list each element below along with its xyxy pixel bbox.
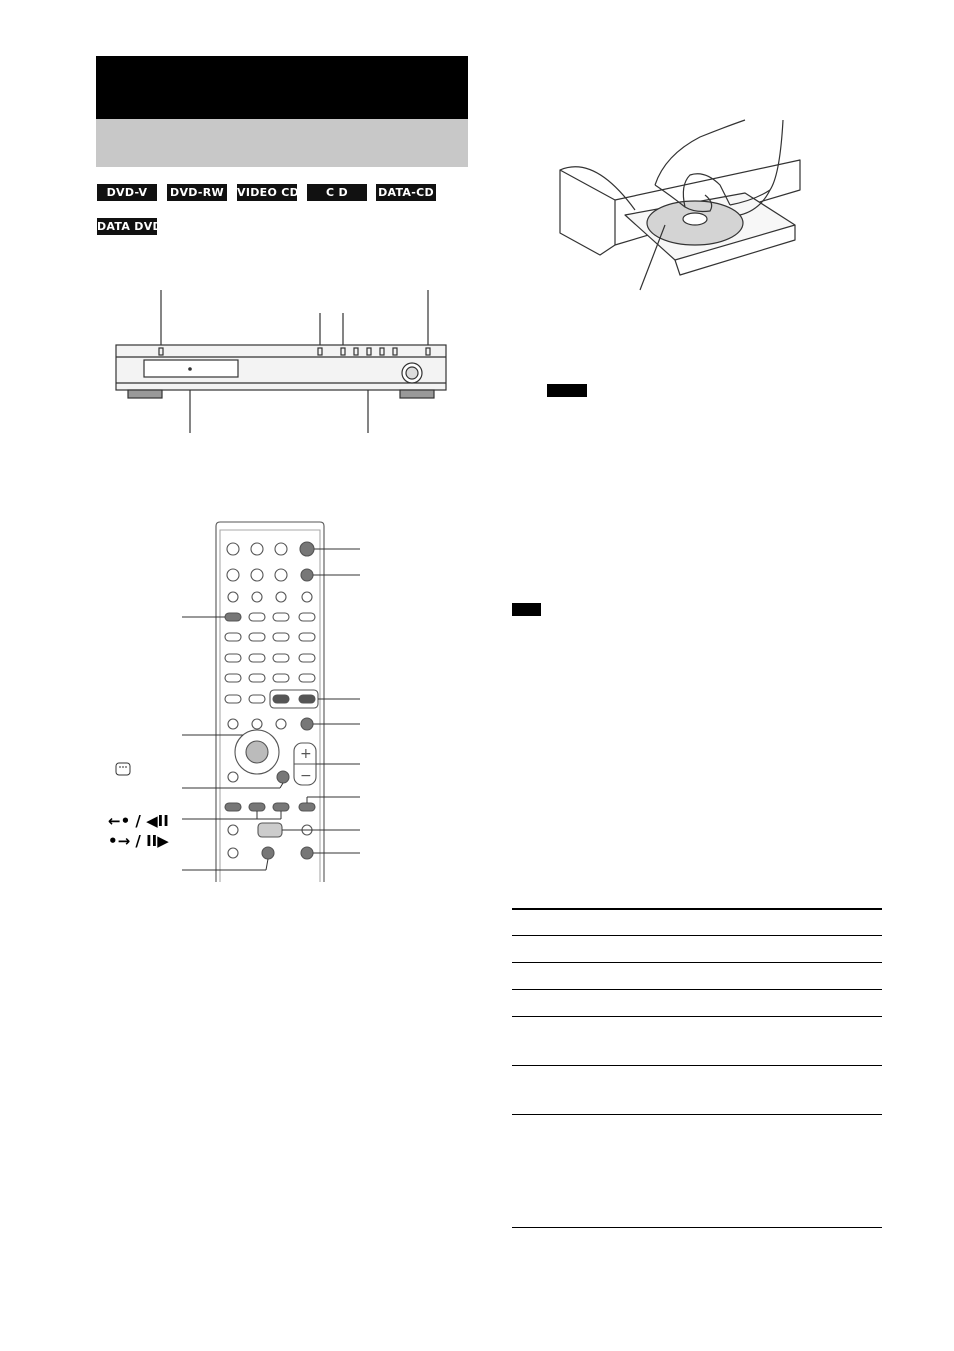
table-row-divider bbox=[512, 1065, 882, 1066]
svg-text:+: + bbox=[300, 746, 312, 762]
badge-data-cd: DATA-CD bbox=[376, 184, 436, 201]
section-title-bar bbox=[96, 56, 468, 119]
next-step-label: •→ / II▶ bbox=[108, 832, 169, 850]
dvd-player-front-panel bbox=[100, 285, 460, 440]
notes-tag bbox=[547, 384, 587, 397]
display-menu-icon bbox=[115, 762, 131, 776]
prev-step-label: ←• / ◀II bbox=[108, 812, 169, 830]
svg-text:−: − bbox=[300, 768, 312, 784]
badge-dvd-v: DVD-V bbox=[97, 184, 157, 201]
badge-data-dvd: DATA DVD bbox=[97, 220, 162, 233]
table-bottom-rule bbox=[512, 1227, 882, 1228]
hand-loading-disc-illustration bbox=[555, 115, 805, 295]
tip-tag bbox=[512, 603, 541, 616]
table-top-rule bbox=[512, 908, 882, 910]
table-row-divider bbox=[512, 1114, 882, 1115]
table-row-divider bbox=[512, 989, 882, 990]
table-row-divider bbox=[512, 935, 882, 936]
badge-video-cd: VIDEO CD bbox=[237, 186, 300, 199]
remote-control bbox=[180, 520, 362, 882]
badge-dvd-rw: DVD-RW bbox=[167, 184, 227, 201]
section-subtitle-bar bbox=[96, 119, 468, 167]
table-row-divider bbox=[512, 1016, 882, 1017]
badge-cd: C D bbox=[307, 184, 367, 201]
table-row-divider bbox=[512, 962, 882, 963]
